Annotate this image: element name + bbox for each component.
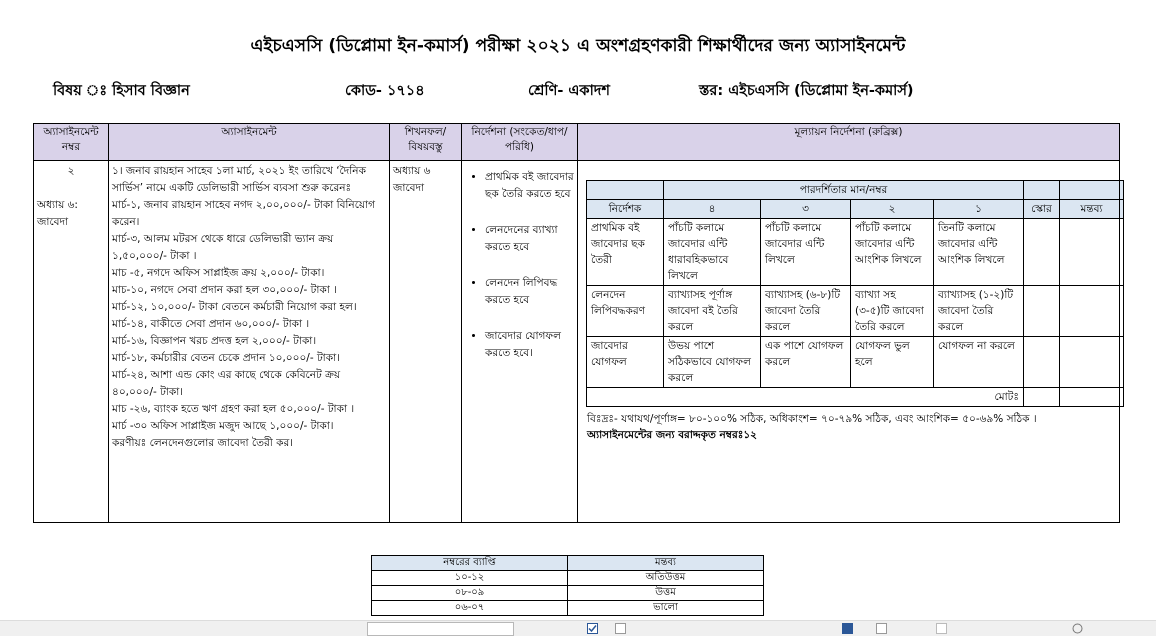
rubric-cell-text: ব্যাখ্যাসহ (৬-৮)টি জাবেদা তৈরি করলে <box>761 286 851 337</box>
rubric-cell-text: পাঁচটি কলামে জাবেদার এন্টি লিখলে <box>761 219 851 286</box>
header-outcome: শিখনফল/ বিষয়বস্তু <box>390 124 462 161</box>
rubric-indicator: জাবেদার যোগফল <box>587 337 664 388</box>
checkbox-icon[interactable] <box>615 623 626 634</box>
score-remark: উত্তম <box>568 586 764 601</box>
rubric-cell <box>578 161 1120 523</box>
rubric-blank <box>1060 181 1124 200</box>
rubric-cell-text: যোগফল না করলে <box>934 337 1024 388</box>
rubric-col-score: স্কোর <box>1024 200 1060 219</box>
instructions-cell <box>462 161 578 523</box>
total-label: মোটঃ <box>587 388 1024 407</box>
assignment-text-cell <box>109 161 390 523</box>
score-range: ০৬-০৭ <box>372 601 568 616</box>
rubric-col-level: ৪ <box>664 200 761 219</box>
remark-cell <box>1060 219 1124 286</box>
instruction-item: • জাবেদার যোগফল করতে হবে। <box>485 328 574 362</box>
rubric-row <box>587 337 1124 388</box>
assignment-table <box>33 123 1120 523</box>
score-cell <box>1024 219 1060 286</box>
rubric-cell-text: পাঁচটি কলামে জাবেদার এন্টি আংশিক লিখলে <box>851 219 934 286</box>
score-range-table <box>371 555 764 616</box>
rubric-col-indicator: নির্দেশক <box>587 200 664 219</box>
status-bar <box>0 620 1156 636</box>
assignment-line: মাচ -৫, নগদে অফিস সাপ্লাইজ ক্রয় ২,০০০/- টাকা। <box>112 267 325 279</box>
score-cell <box>1024 337 1060 388</box>
rubric-cell-text: ব্যাখ্যাসহ পূর্ণাঙ্গ জাবেদা বই তৈরি করলে <box>664 286 761 337</box>
score-row <box>372 571 764 586</box>
assignment-line: ১। জনাব রায়হান সাহেব ১লা মার্চ, ২০২১ ইং তারিখে ‘দৈনিক সার্ভিস’ নামে একটি ডেলিভারী সার্ভিস ব্যবসা শুরু করেনঃ <box>112 165 366 194</box>
instruction-item: • লেনদেনের ব্যাখ্যা করতে হবে <box>485 222 574 256</box>
score-row <box>372 586 764 601</box>
view-mode-icon[interactable] <box>842 623 853 634</box>
assignment-line: মার্চ-১, জনাব রায়হান সাহেব নগদ ২,০০,০০০/- টাকা বিনিয়োগ করেন। <box>112 199 376 228</box>
assignment-line: মার্চ-১৮, কর্মচারীর বেতন চেকে প্রদান ১০,০০০/- টাকা। <box>112 352 340 364</box>
view-mode-icon[interactable] <box>936 623 947 634</box>
score-row <box>372 601 764 616</box>
header-instructions: নির্দেশনা (সংকেত/ধাপ/পরিধি) <box>462 124 578 161</box>
outcome-text: অধ্যায় ৬ জাবেদা <box>393 165 431 194</box>
rubric-cell-text: উভয় পাশে সঠিকভাবে যোগফল করলে <box>664 337 761 388</box>
instruction-item: • প্রাথমিক বই জাবেদার ছক তৈরি করতে হবে <box>485 169 574 203</box>
rubric-blank <box>587 181 664 200</box>
assignment-line: মার্চ -৩০ অফিস সাপ্লাইজ মজুদ আছে ১,০০০/- টাকা। <box>112 420 334 432</box>
score-remark: ভালো <box>568 601 764 616</box>
header-assignment-number: অ্যাসাইনমেন্ট নম্বর <box>34 124 109 161</box>
code-label: কোড- ১৭১৪ <box>345 83 425 99</box>
view-mode-icon[interactable] <box>876 623 887 634</box>
class-label: শ্রেণি- একাদশ <box>528 83 610 99</box>
rubric-cell-text: পাঁচটি কলামে জাবেদার এন্টি ধারাবহিকভাবে লিখলে <box>664 219 761 286</box>
checkbox-icon[interactable] <box>587 623 598 634</box>
rubric-col-remark: মন্তব্য <box>1060 200 1124 219</box>
assignment-line: মার্চ-৩, আলম মটরস থেকে ধারে ডেলিভারী ভ্যান ক্রয় ১,৫০,০০০/- টাকা । <box>112 233 334 262</box>
assignment-line: মার্চ-১৬, বিজ্ঞাপন খরচ প্রদত্ত হল ২,০০০/- টাকা। <box>112 335 317 347</box>
score-header-remark: মন্তব্য <box>568 556 764 571</box>
rubric-cell-text: যোগফল ভুল হলে <box>851 337 934 388</box>
rubric-cell-text: তিনটি কলামে জাবেদার এন্টি আংশিক লিখলে <box>934 219 1024 286</box>
rubric-blank <box>1024 181 1060 200</box>
rubric-indicator: প্রাথমিক বই জাবেদার ছক তৈরী <box>587 219 664 286</box>
rubric-col-level: ২ <box>851 200 934 219</box>
score-remark: অতিউত্তম <box>568 571 764 586</box>
rubric-note: বিঃদ্রঃ- যথাযথ/পূর্ণাঙ্গ= ৮০-১০০% সঠিক, অধিকাংশ= ৭০-৭৯% সঠিক, এবং আংশিক= ৫০-৬৯% সঠিক । <box>587 413 1037 425</box>
assignment-line: মার্চ-১৪, বাকীতে সেবা প্রদান ৬০,০০০/- টাকা । <box>112 318 310 330</box>
assignment-number: ২ <box>67 165 75 177</box>
score-cell <box>1024 286 1060 337</box>
rubric-row <box>587 219 1124 286</box>
assignment-line: মার্চ-১২, ১০,০০০/- টাকা বেতনে কর্মচারী নিয়োগ করা হল। <box>112 301 357 313</box>
total-remark-cell <box>1060 388 1124 407</box>
chapter-label: অধ্যায় ৬: জাবেদা <box>37 199 78 228</box>
rubric-indicator: লেনদেন লিপিবদ্ধকরণ <box>587 286 664 337</box>
zoom-icon[interactable] <box>1072 623 1083 634</box>
outcome-cell <box>390 161 462 523</box>
rubric-cell-text: এক পাশে যোগফল করলে <box>761 337 851 388</box>
total-score-cell <box>1024 388 1060 407</box>
marks-note: অ্যাসাইনমেন্টের জন্য বরাদ্দকৃত নম্বরঃ১২ <box>587 429 757 441</box>
header-assignment: অ্যাসাইনমেন্ট <box>109 124 390 161</box>
remark-cell <box>1060 337 1124 388</box>
rubric-cell-text: ব্যাখ্যা সহ (৩-৫)টি জাবেদা তৈরি করলে <box>851 286 934 337</box>
assignment-number-cell <box>34 161 109 523</box>
rubric-col-level: ৩ <box>761 200 851 219</box>
instruction-item: • লেনদেন লিপিবদ্ধ করতে হবে <box>485 275 574 309</box>
assignment-line: করণীয়ঃ লেনদেনগুলোর জাবেদা তৈরী কর। <box>112 437 293 449</box>
header-rubric: মূল্যায়ন নির্দেশনা (রুব্রিক্স) <box>578 124 1120 161</box>
page-title: এইচএসসি (ডিপ্লোমা ইন-কমার্স) পরীক্ষা ২০২১ এ অংশগ্রহণকারী শিক্ষার্থীদের জন্য অ্যাসাইনমেন্ট <box>250 36 906 56</box>
remark-cell <box>1060 286 1124 337</box>
rubric-caption: পারদর্শিতার মান/নম্বর <box>664 181 1024 200</box>
rubric-row <box>587 286 1124 337</box>
assignment-line: মাচ -২৬, ব্যাংক হতে ঋণ গ্রহণ করা হল ৫০,০০০/- টাকা । <box>112 403 355 415</box>
rubric-cell-text: ব্যাখ্যাসহ (১-২)টি জাবেদা তৈরি করলে <box>934 286 1024 337</box>
rubric-col-level: ১ <box>934 200 1024 219</box>
find-input[interactable] <box>367 622 514 636</box>
subject-label: বিষয় ঃ হিসাব বিজ্ঞান <box>53 83 190 99</box>
assignment-line: মার্চ-২৪, আশা এন্ড কোং এর কাছে থেকে কেবিনেট ক্রয় ৪০,০০০/- টাকা। <box>112 369 341 398</box>
score-header-range: নম্বরের ব্যাপ্তি <box>372 556 568 571</box>
level-label: স্তর: এইচএসসি (ডিপ্লোমা ইন-কমার্স) <box>699 83 914 99</box>
assignment-line: মাচ-১০, নগদে সেবা প্রদান করা হল ৩০,০০০/- টাকা । <box>112 284 337 296</box>
score-range: ১০-১২ <box>372 571 568 586</box>
rubric-table <box>586 180 1124 407</box>
score-range: ০৮-০৯ <box>372 586 568 601</box>
rubric-total-row <box>587 388 1124 407</box>
